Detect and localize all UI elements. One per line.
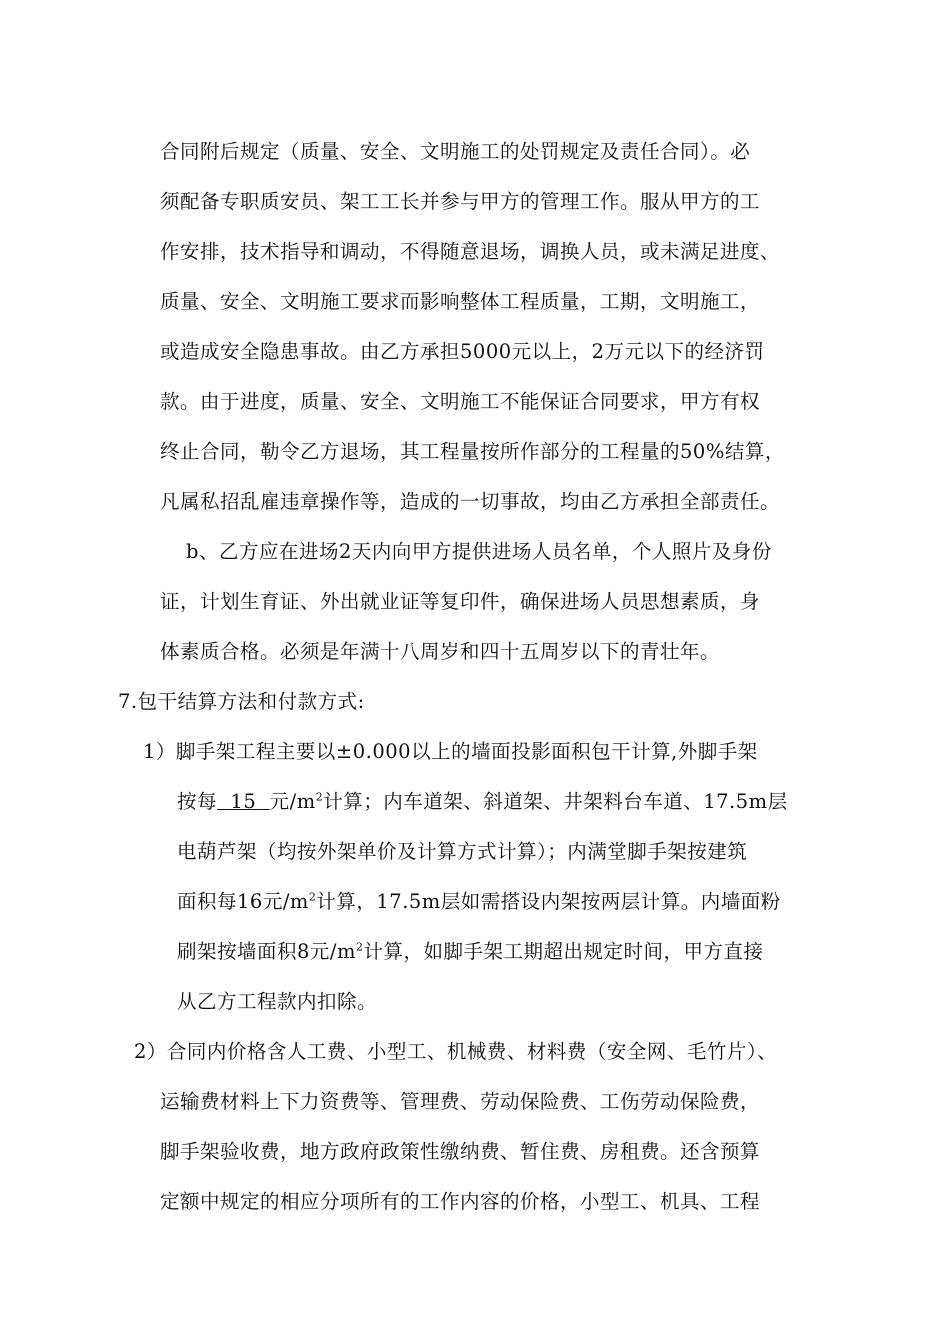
paragraph-line: 款。由于进度，质量、安全、文明施工不能保证合同要求，甲方有权	[160, 390, 761, 413]
item1-text: 面积每16元/m	[177, 890, 309, 913]
scaffold-price	[217, 790, 270, 813]
item1-text: 元/m	[269, 790, 316, 813]
item1-text: 计算，如脚手架工期超出规定时间，甲方直接	[363, 940, 764, 963]
item2-line: 定额中规定的相应分项所有的工作内容的价格，小型工、机具、工程	[160, 1190, 761, 1213]
paragraph-line: 作安排，技术指导和调动，不得随意退场，调换人员，或未满足进度、	[160, 240, 781, 263]
paragraph-line: 须配备专职质安员、架工工长并参与甲方的管理工作。服从甲方的工	[160, 190, 761, 213]
paragraph-line: 体素质合格。必须是年满十八周岁和四十五周岁以下的青壮年。	[160, 640, 721, 663]
paragraph-line: 终止合同，勒令乙方退场，其工程量按所作部分的工程量的50%结算，	[160, 440, 785, 463]
item1-text: 刷架按墙面积8元/m	[177, 940, 356, 963]
paragraph-line: 证，计划生育证、外出就业证等复印件，确保进场人员思想素质，身	[160, 590, 761, 613]
paragraph-line: 或造成安全隐患事故。由乙方承担5000元以上，2万元以下的经济罚	[160, 340, 765, 363]
superscript: 2	[308, 890, 317, 904]
item2-line: 2）合同内价格含人工费、小型工、机械费、材料费（安全网、毛竹片）、	[134, 1040, 778, 1063]
item2-line: 脚手架验收费，地方政府政策性缴纳费、暂住费、房租费。还含预算	[160, 1140, 761, 1163]
item2-line: 运输费材料上下力资费等、管理费、劳动保险费、工伤劳动保险费，	[160, 1090, 761, 1113]
item1-line	[177, 789, 788, 815]
superscript: 2	[355, 940, 364, 954]
section-heading: 7.包干结算方法和付款方式:	[118, 690, 365, 713]
item1-line: 1）脚手架工程主要以±0.000以上的墙面投影面积包干计算,外脚手架	[143, 740, 758, 763]
superscript: 2	[315, 790, 324, 804]
item1-line	[177, 889, 781, 915]
item1-line	[177, 939, 763, 965]
paragraph-line: 凡属私招乱雇违章操作等，造成的一切事故，均由乙方承担全部责任。	[160, 490, 781, 513]
item1-text: 按每	[177, 790, 218, 813]
scaffold-price-value: 15	[230, 790, 257, 813]
paragraph-line: 质量、安全、文明施工要求而影响整体工程质量，工期，文明施工，	[160, 290, 761, 313]
item1-text: 计算；内车道架、斜道架、井架料台车道、17.5m层	[323, 790, 788, 813]
item1-line: 电葫芦架（均按外架单价及计算方式计算）；内满堂脚手架按建筑	[177, 840, 748, 863]
item1-line: 从乙方工程款内扣除。	[177, 990, 378, 1013]
paragraph-line: 合同附后规定（质量、安全、文明施工的处罚规定及责任合同）。必	[160, 140, 751, 163]
paragraph-line: b、乙方应在进场2天内向甲方提供进场人员名单，个人照片及身份	[186, 540, 772, 563]
item1-text: 计算，17.5m层如需搭设内架按两层计算。内墙面粉	[316, 890, 781, 913]
